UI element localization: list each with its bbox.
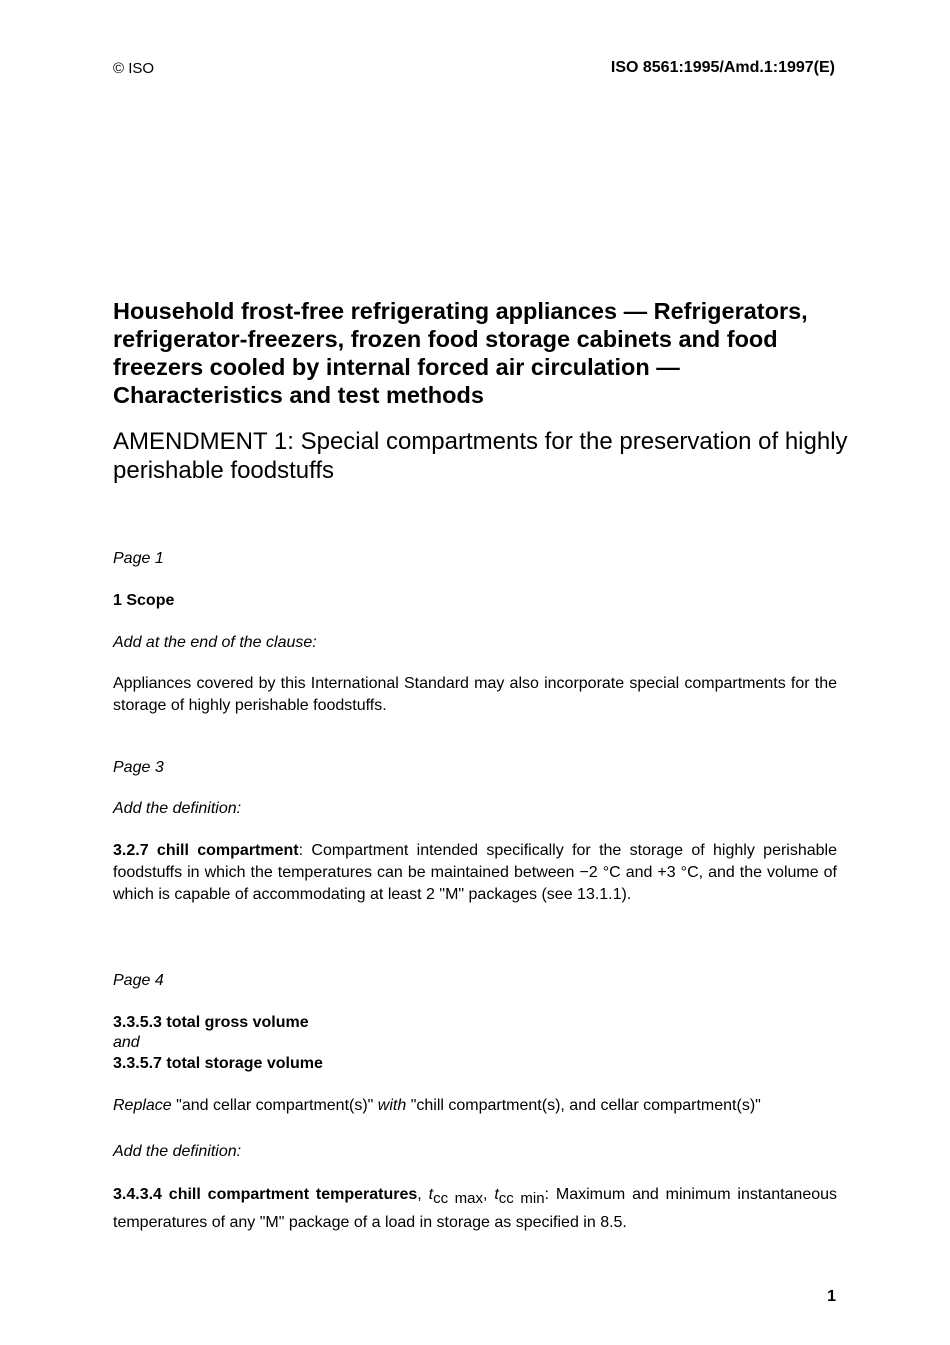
page-reference-4: Page 4 (113, 972, 164, 989)
definition-text: : Maximum and minimum instantaneous temperatures of any "M" package of a load in storage as specified in 8.5. (113, 1186, 838, 1231)
definition-instruction-2: Add the definition: (113, 1143, 242, 1160)
scope-instruction: Add at the end of the clause: (113, 634, 317, 651)
and-connector: and (113, 1034, 140, 1051)
page-reference-1: Page 1 (113, 550, 164, 567)
definition-text: : Compartment intended specifically for the storage of highly perishable foodstuffs in which the temperatures can be maintained between −2 °C and +3 °C, and the volume of which is capable of accommodating at least 2 "M" packages (see 13.1.1). (113, 842, 837, 903)
heading-3-3-5-3: 3.3.5.3 total gross volume (113, 1014, 309, 1031)
replace-old-text: "and cellar compartment(s)" (171, 1097, 378, 1114)
definition-3-4-3-4 (113, 1183, 837, 1235)
symbol-subscript-min: cc min (498, 1190, 545, 1207)
scope-heading: 1 Scope (113, 592, 175, 609)
replace-word: Replace (113, 1097, 172, 1114)
definition-term: 3.4.3.4 chill compartment temperatures (113, 1186, 418, 1203)
replace-instruction (113, 1095, 837, 1117)
replace-new-text: "chill compartment(s), and cellar compartment(s)" (406, 1097, 761, 1114)
symbol-t-max: t (428, 1186, 434, 1203)
symbol-t-min: t (494, 1186, 499, 1203)
separator: , (417, 1186, 429, 1203)
document-subtitle: AMENDMENT 1: Special compartments for the preservation of highly perishable foodstuffs (113, 428, 848, 484)
page-number: 1 (827, 1288, 836, 1305)
header-copyright: © ISO (113, 60, 155, 77)
symbol-subscript-max: cc max (433, 1190, 483, 1207)
definition-instruction-1: Add the definition: (113, 800, 242, 817)
scope-paragraph: Appliances covered by this International Standard may also incorporate special compartments for the storage of highly perishable foodstuffs. (113, 675, 837, 714)
header-standard-number: ISO 8561:1995/Amd.1:1997(E) (610, 59, 835, 76)
page-reference-3: Page 3 (113, 759, 164, 776)
separator: , (483, 1186, 495, 1203)
with-word: with (377, 1097, 407, 1114)
definition-term: 3.2.7 chill compartment (113, 842, 299, 859)
document-title: Household frost-free refrigerating appliances — Refrigerators, refrigerator-freezers, frozen food storage cabinets and food freezers cooled by internal forced air circulation — Characteristics and test methods (113, 298, 808, 408)
heading-3-3-5-7: 3.3.5.7 total storage volume (113, 1055, 323, 1072)
definition-3-2-7 (113, 840, 837, 906)
